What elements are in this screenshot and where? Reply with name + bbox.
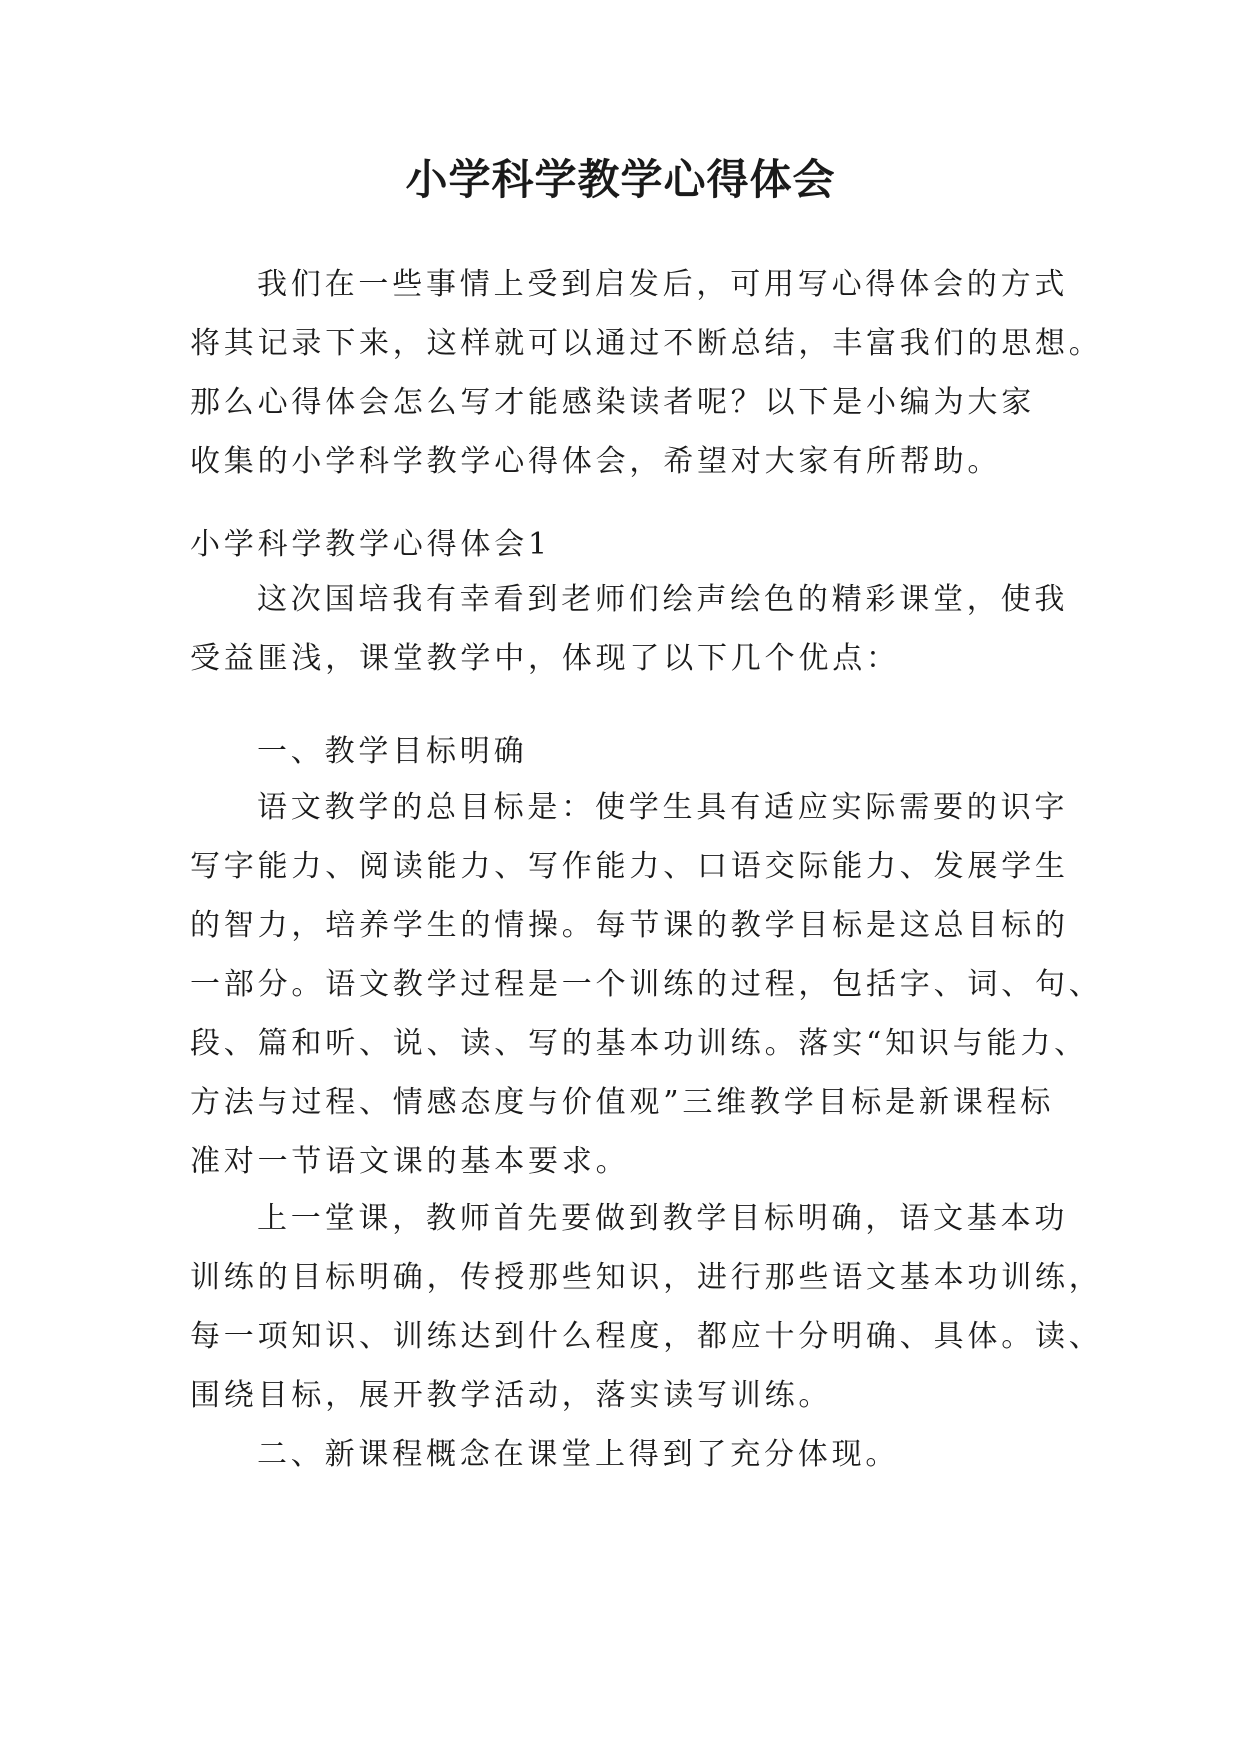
intro-line: 那么心得体会怎么写才能感染读者呢？以下是小编为大家 [190, 385, 1035, 420]
intro-paragraph [190, 255, 1103, 491]
paragraph-line: 方法与过程、情感态度与价值观”三维教学目标是新课程标 [190, 1085, 1055, 1120]
point-two-heading-block [190, 1425, 1050, 1484]
paragraph-line: 每一项知识、训练达到什么程度，都应十分明确、具体。读、 [190, 1319, 1103, 1354]
intro-line: 将其记录下来，这样就可以通过不断总结，丰富我们的思想。 [190, 326, 1103, 361]
paragraph-line: 准对一节语文课的基本要求。 [190, 1144, 630, 1179]
opening-paragraph [190, 570, 1069, 688]
intro-line: 收集的小学科学教学心得体会，希望对大家有所帮助。 [190, 444, 1002, 479]
paragraph-line: 语文教学的总目标是：使学生具有适应实际需要的识字 [257, 790, 1069, 825]
paragraph-line: 围绕目标，展开教学活动，落实读写训练。 [190, 1378, 833, 1413]
paragraph-line: 的智力，培养学生的情操。每节课的教学目标是这总目标的 [190, 908, 1069, 943]
paragraph-line: 训练的目标明确，传授那些知识，进行那些语文基本功训练， [190, 1260, 1103, 1295]
point-one-paragraph-2 [190, 1189, 1103, 1425]
paragraph-line: 上一堂课，教师首先要做到教学目标明确，语文基本功 [257, 1201, 1069, 1236]
section-heading-block [190, 515, 1050, 574]
point-one-heading-block [190, 722, 1050, 781]
document-title: 小学科学教学心得体会 [405, 155, 836, 204]
intro-line: 我们在一些事情上受到启发后，可用写心得体会的方式 [257, 267, 1069, 302]
opening-line: 受益匪浅，课堂教学中，体现了以下几个优点： [190, 641, 900, 676]
point-two-heading: 二、新课程概念在课堂上得到了充分体现。 [257, 1437, 900, 1472]
point-one-heading: 一、教学目标明确 [257, 734, 528, 769]
paragraph-line: 一部分。语文教学过程是一个训练的过程，包括字、词、句、 [190, 967, 1103, 1002]
section-heading: 小学科学教学心得体会1 [190, 527, 551, 562]
paragraph-line: 写字能力、阅读能力、写作能力、口语交际能力、发展学生 [190, 849, 1069, 884]
point-one-paragraph [190, 778, 1103, 1191]
paragraph-line: 段、篇和听、说、读、写的基本功训练。落实“知识与能力、 [190, 1026, 1088, 1061]
opening-line: 这次国培我有幸看到老师们绘声绘色的精彩课堂，使我 [257, 582, 1069, 617]
